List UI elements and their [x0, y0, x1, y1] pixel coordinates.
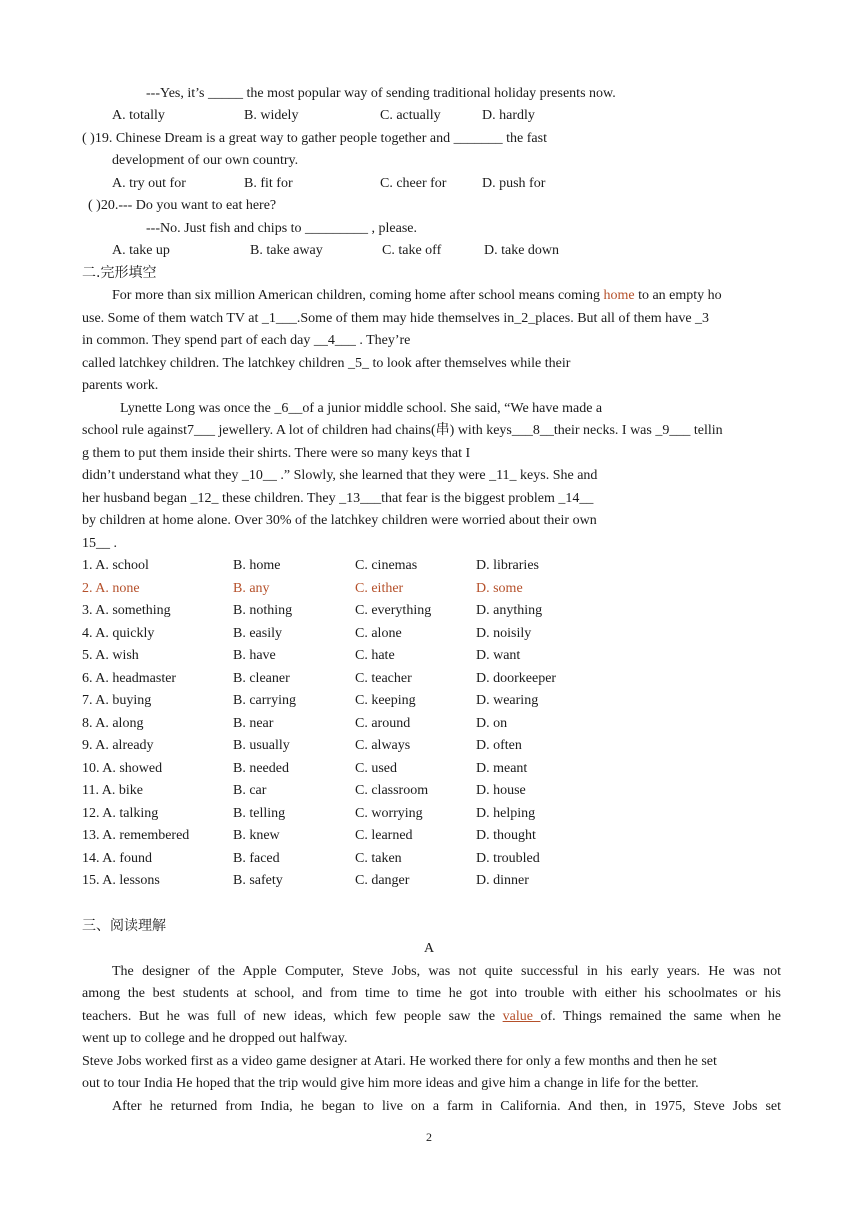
- option: D. thought: [476, 828, 536, 843]
- option: C. around: [355, 716, 411, 731]
- option: B. near: [233, 716, 274, 731]
- option: D. anything: [476, 603, 543, 618]
- option: C. either: [355, 581, 404, 596]
- option: 1. A. school: [82, 558, 149, 573]
- option: D. wearing: [476, 693, 539, 708]
- option: C. actually: [380, 108, 441, 123]
- option: A. try out for: [112, 176, 186, 191]
- cloze-p1-line5: parents work.: [82, 378, 159, 393]
- option: C. hate: [355, 648, 395, 663]
- text: For more than six million American children, coming home after school means coming: [112, 288, 604, 303]
- option: 3. A. something: [82, 603, 171, 618]
- cloze-p1-line2: use. Some of them watch TV at _1___.Some of them may hide themselves in_2_places. But all of them have _3: [82, 311, 710, 326]
- option: B. needed: [233, 761, 289, 776]
- option: 9. A. already: [82, 738, 154, 753]
- option: D. troubled: [476, 851, 540, 866]
- option: D. take down: [484, 243, 560, 258]
- option: B. any: [233, 581, 270, 596]
- option: 12. A. talking: [82, 806, 159, 821]
- option: B. car: [233, 783, 267, 798]
- option: C. classroom: [355, 783, 429, 798]
- option: D. libraries: [476, 558, 539, 573]
- option: A. totally: [112, 108, 165, 123]
- option: C. taken: [355, 851, 402, 866]
- option: B. cleaner: [233, 671, 290, 686]
- option: 11. A. bike: [82, 783, 143, 798]
- option: D. hardly: [482, 108, 535, 123]
- option: C. worrying: [355, 806, 423, 821]
- option: C. learned: [355, 828, 413, 843]
- q20-question: ( )20.--- Do you want to eat here?: [88, 198, 277, 213]
- reading-heading: 三、阅读理解: [82, 918, 166, 934]
- option: B. telling: [233, 806, 286, 821]
- option: B. carrying: [233, 693, 296, 708]
- option: C. teacher: [355, 671, 412, 686]
- option: D. push for: [482, 176, 546, 191]
- option: 5. A. wish: [82, 648, 139, 663]
- cloze-heading: 二.完形填空: [82, 265, 157, 281]
- cloze-p2-line5: her husband began _12_ these children. They _13___that fear is the biggest problem _14__: [82, 491, 594, 506]
- option: D. doorkeeper: [476, 671, 557, 686]
- option: 2. A. none: [82, 581, 140, 596]
- q20-question-cont: ---No. Just fish and chips to _________ , please.: [146, 221, 418, 236]
- option: D. meant: [476, 761, 528, 776]
- option: D. helping: [476, 806, 536, 821]
- cloze-p1-line4: called latchkey children. The latchkey children _5_ to look after themselves while their: [82, 356, 571, 371]
- option: C. danger: [355, 873, 410, 888]
- cloze-p1-line1: [112, 286, 722, 306]
- option: C. keeping: [355, 693, 416, 708]
- option: 15. A. lessons: [82, 873, 160, 888]
- option: B. usually: [233, 738, 290, 753]
- reading-line: [82, 1007, 781, 1027]
- reading-line: went up to college and he dropped out halfway.: [82, 1031, 348, 1046]
- q19-question-cont: development of our own country.: [112, 153, 299, 168]
- highlighted-word: value: [502, 1009, 541, 1024]
- option: D. want: [476, 648, 521, 663]
- cloze-p2-line7: 15__ .: [82, 536, 117, 551]
- reading-line: among the best students at school, and from time to time he got into trouble with either his schoolmates or his: [82, 986, 781, 1001]
- page-number: 2: [426, 1130, 432, 1144]
- option: 4. A. quickly: [82, 626, 155, 641]
- option: B. widely: [244, 108, 299, 123]
- option: D. some: [476, 581, 523, 596]
- option: B. easily: [233, 626, 282, 641]
- option: 10. A. showed: [82, 761, 163, 776]
- reading-line: out to tour India He hoped that the trip would give him more ideas and give him a change in life for the better.: [82, 1076, 699, 1091]
- option: D. noisily: [476, 626, 532, 641]
- option: C. cheer for: [380, 176, 447, 191]
- option: D. on: [476, 716, 508, 731]
- option: B. faced: [233, 851, 280, 866]
- option: C. everything: [355, 603, 432, 618]
- option: C. take off: [382, 243, 442, 258]
- reading-line: Steve Jobs worked first as a video game designer at Atari. He worked there for only a few months and then he set: [82, 1054, 717, 1069]
- option: C. always: [355, 738, 411, 753]
- option: D. dinner: [476, 873, 529, 888]
- option: C. used: [355, 761, 397, 776]
- option: D. often: [476, 738, 522, 753]
- option: B. home: [233, 558, 281, 573]
- option: 7. A. buying: [82, 693, 152, 708]
- cloze-p2-line2: school rule against7___ jewellery. A lot of children had chains(串) with keys___8__their necks. I was _9___ tellin: [82, 423, 723, 438]
- option: C. cinemas: [355, 558, 418, 573]
- q19-question: ( )19. Chinese Dream is a great way to gather people together and _______ the fast: [82, 131, 547, 146]
- option: B. nothing: [233, 603, 293, 618]
- reading-line: After he returned from India, he began to live on a farm in California. And then, in 1975, Steve Jobs set: [112, 1099, 781, 1114]
- option: 14. A. found: [82, 851, 152, 866]
- option: B. take away: [250, 243, 323, 258]
- option: 8. A. along: [82, 716, 144, 731]
- text: to an empty ho: [634, 288, 722, 303]
- cloze-p1-line3: in common. They spend part of each day __4___ . They’re: [82, 333, 411, 348]
- option: B. have: [233, 648, 276, 663]
- cloze-p2-line1: Lynette Long was once the _6__of a junior middle school. She said, “We have made a: [120, 401, 603, 416]
- option: B. safety: [233, 873, 283, 888]
- highlighted-word: home: [603, 288, 635, 303]
- option: C. alone: [355, 626, 402, 641]
- option: A. take up: [112, 243, 170, 258]
- option: 6. A. headmaster: [82, 671, 177, 686]
- text: teachers. But he was full of new ideas, which few people saw the: [82, 1009, 503, 1024]
- cloze-p2-line4: didn’t understand what they _10__ .” Slowly, she learned that they were _11_ keys. She and: [82, 468, 598, 483]
- reading-line: The designer of the Apple Computer, Steve Jobs, was not quite successful in his early years. He was not: [112, 964, 781, 979]
- text: of. Things remained the same when he: [540, 1009, 781, 1024]
- cloze-p2-line6: by children at home alone. Over 30% of the latchkey children were worried about their own: [82, 513, 597, 528]
- option: 13. A. remembered: [82, 828, 190, 843]
- option: D. house: [476, 783, 526, 798]
- cloze-p2-line3: g them to put them inside their shirts. There were so many keys that I: [82, 446, 471, 461]
- option: B. fit for: [244, 176, 293, 191]
- section-letter: A: [424, 941, 435, 956]
- q18-answer-line: ---Yes, it’s _____ the most popular way of sending traditional holiday presents now.: [146, 86, 616, 101]
- option: B. knew: [233, 828, 280, 843]
